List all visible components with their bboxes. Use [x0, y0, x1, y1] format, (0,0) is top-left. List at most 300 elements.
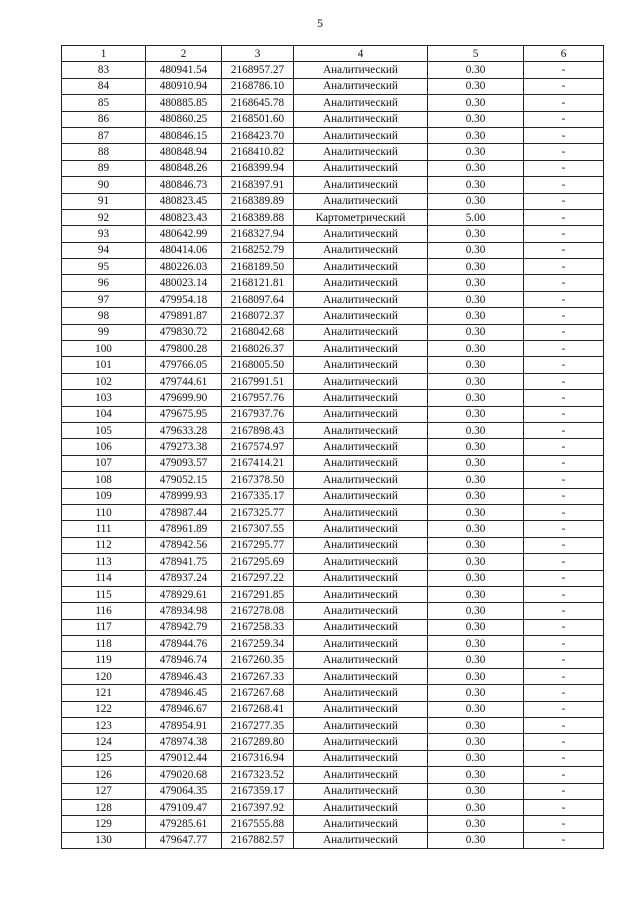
point-number-cell: 129 [62, 816, 146, 832]
note-cell: - [524, 472, 604, 488]
table-row [62, 390, 604, 406]
accuracy-cell: 5.00 [428, 209, 524, 225]
table-row [62, 537, 604, 553]
y-coordinate-cell: 2167937.76 [222, 406, 294, 422]
accuracy-cell: 0.30 [428, 472, 524, 488]
note-cell: - [524, 308, 604, 324]
point-number-cell: 104 [62, 406, 146, 422]
y-coordinate-cell: 2168005.50 [222, 357, 294, 373]
method-cell: Аналитический [294, 127, 428, 143]
x-coordinate-cell: 478942.79 [146, 619, 222, 635]
method-cell: Картометрический [294, 209, 428, 225]
accuracy-cell: 0.30 [428, 783, 524, 799]
table-row [62, 554, 604, 570]
note-cell: - [524, 586, 604, 602]
coordinates-table [61, 45, 604, 849]
x-coordinate-cell: 480860.25 [146, 111, 222, 127]
point-number-cell: 94 [62, 242, 146, 258]
method-cell: Аналитический [294, 308, 428, 324]
accuracy-cell: 0.30 [428, 537, 524, 553]
point-number-cell: 88 [62, 144, 146, 160]
method-cell: Аналитический [294, 783, 428, 799]
y-coordinate-cell: 2167378.50 [222, 472, 294, 488]
x-coordinate-cell: 479675.95 [146, 406, 222, 422]
accuracy-cell: 0.30 [428, 439, 524, 455]
method-cell: Аналитический [294, 455, 428, 471]
point-number-cell: 130 [62, 832, 146, 848]
point-number-cell: 120 [62, 668, 146, 684]
accuracy-cell: 0.30 [428, 603, 524, 619]
table-row [62, 603, 604, 619]
y-coordinate-cell: 2168189.50 [222, 259, 294, 275]
note-cell: - [524, 406, 604, 422]
note-cell: - [524, 652, 604, 668]
table-row [62, 652, 604, 668]
point-number-cell: 125 [62, 750, 146, 766]
accuracy-cell: 0.30 [428, 619, 524, 635]
column-header: 4 [294, 46, 428, 62]
table-row [62, 127, 604, 143]
method-cell: Аналитический [294, 144, 428, 160]
point-number-cell: 84 [62, 78, 146, 94]
point-number-cell: 98 [62, 308, 146, 324]
table-row [62, 455, 604, 471]
point-number-cell: 85 [62, 95, 146, 111]
x-coordinate-cell: 478944.76 [146, 636, 222, 652]
accuracy-cell: 0.30 [428, 177, 524, 193]
method-cell: Аналитический [294, 816, 428, 832]
y-coordinate-cell: 2167258.33 [222, 619, 294, 635]
table-row [62, 193, 604, 209]
y-coordinate-cell: 2168423.70 [222, 127, 294, 143]
table-row [62, 488, 604, 504]
method-cell: Аналитический [294, 62, 428, 78]
method-cell: Аналитический [294, 832, 428, 848]
point-number-cell: 93 [62, 226, 146, 242]
note-cell: - [524, 95, 604, 111]
y-coordinate-cell: 2167307.55 [222, 521, 294, 537]
accuracy-cell: 0.30 [428, 652, 524, 668]
table-row [62, 767, 604, 783]
note-cell: - [524, 62, 604, 78]
x-coordinate-cell: 480414.06 [146, 242, 222, 258]
x-coordinate-cell: 479699.90 [146, 390, 222, 406]
point-number-cell: 95 [62, 259, 146, 275]
accuracy-cell: 0.30 [428, 504, 524, 520]
point-number-cell: 97 [62, 291, 146, 307]
accuracy-cell: 0.30 [428, 193, 524, 209]
accuracy-cell: 0.30 [428, 521, 524, 537]
table-row [62, 341, 604, 357]
accuracy-cell: 0.30 [428, 291, 524, 307]
table-row [62, 750, 604, 766]
note-cell: - [524, 127, 604, 143]
header-row [62, 46, 604, 62]
point-number-cell: 92 [62, 209, 146, 225]
y-coordinate-cell: 2167291.85 [222, 586, 294, 602]
y-coordinate-cell: 2167295.69 [222, 554, 294, 570]
y-coordinate-cell: 2167414.21 [222, 455, 294, 471]
x-coordinate-cell: 478942.56 [146, 537, 222, 553]
note-cell: - [524, 111, 604, 127]
method-cell: Аналитический [294, 95, 428, 111]
y-coordinate-cell: 2167267.33 [222, 668, 294, 684]
method-cell: Аналитический [294, 78, 428, 94]
table-row [62, 521, 604, 537]
y-coordinate-cell: 2168389.89 [222, 193, 294, 209]
x-coordinate-cell: 478946.67 [146, 701, 222, 717]
y-coordinate-cell: 2167957.76 [222, 390, 294, 406]
table-row [62, 586, 604, 602]
point-number-cell: 124 [62, 734, 146, 750]
accuracy-cell: 0.30 [428, 734, 524, 750]
accuracy-cell: 0.30 [428, 718, 524, 734]
y-coordinate-cell: 2168786.10 [222, 78, 294, 94]
accuracy-cell: 0.30 [428, 259, 524, 275]
note-cell: - [524, 619, 604, 635]
method-cell: Аналитический [294, 472, 428, 488]
point-number-cell: 123 [62, 718, 146, 734]
x-coordinate-cell: 479954.18 [146, 291, 222, 307]
table-row [62, 406, 604, 422]
x-coordinate-cell: 479800.28 [146, 341, 222, 357]
method-cell: Аналитический [294, 160, 428, 176]
point-number-cell: 109 [62, 488, 146, 504]
x-coordinate-cell: 480848.94 [146, 144, 222, 160]
x-coordinate-cell: 480226.03 [146, 259, 222, 275]
y-coordinate-cell: 2167295.77 [222, 537, 294, 553]
point-number-cell: 101 [62, 357, 146, 373]
x-coordinate-cell: 479093.57 [146, 455, 222, 471]
point-number-cell: 110 [62, 504, 146, 520]
accuracy-cell: 0.30 [428, 308, 524, 324]
table-row [62, 619, 604, 635]
method-cell: Аналитический [294, 652, 428, 668]
method-cell: Аналитический [294, 324, 428, 340]
x-coordinate-cell: 480823.45 [146, 193, 222, 209]
y-coordinate-cell: 2168957.27 [222, 62, 294, 78]
table-row [62, 308, 604, 324]
point-number-cell: 83 [62, 62, 146, 78]
accuracy-cell: 0.30 [428, 455, 524, 471]
note-cell: - [524, 734, 604, 750]
note-cell: - [524, 603, 604, 619]
note-cell: - [524, 422, 604, 438]
table-row [62, 816, 604, 832]
method-cell: Аналитический [294, 504, 428, 520]
table-row [62, 373, 604, 389]
method-cell: Аналитический [294, 619, 428, 635]
note-cell: - [524, 816, 604, 832]
method-cell: Аналитический [294, 111, 428, 127]
x-coordinate-cell: 480846.73 [146, 177, 222, 193]
x-coordinate-cell: 478999.93 [146, 488, 222, 504]
note-cell: - [524, 554, 604, 570]
table-row [62, 209, 604, 225]
point-number-cell: 96 [62, 275, 146, 291]
point-number-cell: 126 [62, 767, 146, 783]
x-coordinate-cell: 479273.38 [146, 439, 222, 455]
x-coordinate-cell: 479012.44 [146, 750, 222, 766]
note-cell: - [524, 357, 604, 373]
table-row [62, 734, 604, 750]
point-number-cell: 107 [62, 455, 146, 471]
note-cell: - [524, 209, 604, 225]
y-coordinate-cell: 2167323.52 [222, 767, 294, 783]
x-coordinate-cell: 478929.61 [146, 586, 222, 602]
note-cell: - [524, 291, 604, 307]
accuracy-cell: 0.30 [428, 422, 524, 438]
table-row [62, 324, 604, 340]
method-cell: Аналитический [294, 259, 428, 275]
x-coordinate-cell: 478941.75 [146, 554, 222, 570]
point-number-cell: 99 [62, 324, 146, 340]
y-coordinate-cell: 2167289.80 [222, 734, 294, 750]
accuracy-cell: 0.30 [428, 685, 524, 701]
x-coordinate-cell: 479052.15 [146, 472, 222, 488]
point-number-cell: 116 [62, 603, 146, 619]
table-row [62, 668, 604, 684]
method-cell: Аналитический [294, 226, 428, 242]
y-coordinate-cell: 2168097.64 [222, 291, 294, 307]
accuracy-cell: 0.30 [428, 127, 524, 143]
accuracy-cell: 0.30 [428, 95, 524, 111]
column-header: 1 [62, 46, 146, 62]
table-row [62, 718, 604, 734]
y-coordinate-cell: 2168410.82 [222, 144, 294, 160]
method-cell: Аналитический [294, 406, 428, 422]
point-number-cell: 115 [62, 586, 146, 602]
x-coordinate-cell: 480023.14 [146, 275, 222, 291]
x-coordinate-cell: 479744.61 [146, 373, 222, 389]
accuracy-cell: 0.30 [428, 275, 524, 291]
note-cell: - [524, 78, 604, 94]
method-cell: Аналитический [294, 685, 428, 701]
x-coordinate-cell: 479109.47 [146, 799, 222, 815]
point-number-cell: 100 [62, 341, 146, 357]
note-cell: - [524, 668, 604, 684]
x-coordinate-cell: 478946.45 [146, 685, 222, 701]
y-coordinate-cell: 2168252.79 [222, 242, 294, 258]
note-cell: - [524, 783, 604, 799]
y-coordinate-cell: 2167397.92 [222, 799, 294, 815]
table-row [62, 95, 604, 111]
method-cell: Аналитический [294, 718, 428, 734]
table-row [62, 111, 604, 127]
point-number-cell: 112 [62, 537, 146, 553]
accuracy-cell: 0.30 [428, 767, 524, 783]
y-coordinate-cell: 2167325.77 [222, 504, 294, 520]
x-coordinate-cell: 478934.98 [146, 603, 222, 619]
y-coordinate-cell: 2167882.57 [222, 832, 294, 848]
y-coordinate-cell: 2167574.97 [222, 439, 294, 455]
table-row [62, 799, 604, 815]
method-cell: Аналитический [294, 570, 428, 586]
note-cell: - [524, 521, 604, 537]
method-cell: Аналитический [294, 373, 428, 389]
accuracy-cell: 0.30 [428, 750, 524, 766]
column-header: 2 [146, 46, 222, 62]
x-coordinate-cell: 478961.89 [146, 521, 222, 537]
x-coordinate-cell: 479766.05 [146, 357, 222, 373]
accuracy-cell: 0.30 [428, 324, 524, 340]
x-coordinate-cell: 480846.15 [146, 127, 222, 143]
method-cell: Аналитический [294, 275, 428, 291]
note-cell: - [524, 767, 604, 783]
page-number: 5 [317, 16, 323, 30]
x-coordinate-cell: 479285.61 [146, 816, 222, 832]
table-row [62, 439, 604, 455]
point-number-cell: 108 [62, 472, 146, 488]
column-header: 6 [524, 46, 604, 62]
method-cell: Аналитический [294, 488, 428, 504]
method-cell: Аналитический [294, 521, 428, 537]
point-number-cell: 128 [62, 799, 146, 815]
method-cell: Аналитический [294, 390, 428, 406]
method-cell: Аналитический [294, 341, 428, 357]
y-coordinate-cell: 2167278.08 [222, 603, 294, 619]
table-row [62, 832, 604, 848]
x-coordinate-cell: 480885.85 [146, 95, 222, 111]
x-coordinate-cell: 479064.35 [146, 783, 222, 799]
point-number-cell: 127 [62, 783, 146, 799]
table-header [62, 46, 604, 62]
column-header: 5 [428, 46, 524, 62]
note-cell: - [524, 799, 604, 815]
table-row [62, 144, 604, 160]
note-cell: - [524, 144, 604, 160]
method-cell: Аналитический [294, 422, 428, 438]
note-cell: - [524, 373, 604, 389]
note-cell: - [524, 160, 604, 176]
note-cell: - [524, 177, 604, 193]
x-coordinate-cell: 478974.38 [146, 734, 222, 750]
table-row [62, 242, 604, 258]
note-cell: - [524, 439, 604, 455]
accuracy-cell: 0.30 [428, 799, 524, 815]
method-cell: Аналитический [294, 799, 428, 815]
accuracy-cell: 0.30 [428, 832, 524, 848]
note-cell: - [524, 537, 604, 553]
method-cell: Аналитический [294, 439, 428, 455]
note-cell: - [524, 832, 604, 848]
y-coordinate-cell: 2168397.91 [222, 177, 294, 193]
point-number-cell: 87 [62, 127, 146, 143]
column-header: 3 [222, 46, 294, 62]
accuracy-cell: 0.30 [428, 341, 524, 357]
note-cell: - [524, 750, 604, 766]
accuracy-cell: 0.30 [428, 357, 524, 373]
note-cell: - [524, 488, 604, 504]
point-number-cell: 111 [62, 521, 146, 537]
point-number-cell: 118 [62, 636, 146, 652]
y-coordinate-cell: 2167898.43 [222, 422, 294, 438]
method-cell: Аналитический [294, 603, 428, 619]
note-cell: - [524, 193, 604, 209]
x-coordinate-cell: 480848.26 [146, 160, 222, 176]
accuracy-cell: 0.30 [428, 78, 524, 94]
accuracy-cell: 0.30 [428, 488, 524, 504]
point-number-cell: 86 [62, 111, 146, 127]
y-coordinate-cell: 2167991.51 [222, 373, 294, 389]
y-coordinate-cell: 2167555.88 [222, 816, 294, 832]
method-cell: Аналитический [294, 537, 428, 553]
point-number-cell: 103 [62, 390, 146, 406]
x-coordinate-cell: 479830.72 [146, 324, 222, 340]
y-coordinate-cell: 2167259.34 [222, 636, 294, 652]
y-coordinate-cell: 2167267.68 [222, 685, 294, 701]
method-cell: Аналитический [294, 636, 428, 652]
accuracy-cell: 0.30 [428, 668, 524, 684]
table-row [62, 357, 604, 373]
y-coordinate-cell: 2168399.94 [222, 160, 294, 176]
table-row [62, 78, 604, 94]
x-coordinate-cell: 480823.43 [146, 209, 222, 225]
x-coordinate-cell: 478946.43 [146, 668, 222, 684]
method-cell: Аналитический [294, 586, 428, 602]
point-number-cell: 122 [62, 701, 146, 717]
table-row [62, 259, 604, 275]
x-coordinate-cell: 478987.44 [146, 504, 222, 520]
note-cell: - [524, 685, 604, 701]
table-row [62, 636, 604, 652]
point-number-cell: 89 [62, 160, 146, 176]
accuracy-cell: 0.30 [428, 226, 524, 242]
x-coordinate-cell: 479633.28 [146, 422, 222, 438]
table-row [62, 62, 604, 78]
accuracy-cell: 0.30 [428, 242, 524, 258]
y-coordinate-cell: 2167335.17 [222, 488, 294, 504]
table-row [62, 570, 604, 586]
point-number-cell: 106 [62, 439, 146, 455]
table-row [62, 472, 604, 488]
accuracy-cell: 0.30 [428, 636, 524, 652]
note-cell: - [524, 504, 604, 520]
accuracy-cell: 0.30 [428, 570, 524, 586]
point-number-cell: 113 [62, 554, 146, 570]
y-coordinate-cell: 2167268.41 [222, 701, 294, 717]
accuracy-cell: 0.30 [428, 111, 524, 127]
y-coordinate-cell: 2168026.37 [222, 341, 294, 357]
table-row [62, 783, 604, 799]
accuracy-cell: 0.30 [428, 816, 524, 832]
note-cell: - [524, 242, 604, 258]
note-cell: - [524, 718, 604, 734]
note-cell: - [524, 259, 604, 275]
note-cell: - [524, 275, 604, 291]
x-coordinate-cell: 480642.99 [146, 226, 222, 242]
method-cell: Аналитический [294, 242, 428, 258]
note-cell: - [524, 341, 604, 357]
accuracy-cell: 0.30 [428, 554, 524, 570]
table-row [62, 701, 604, 717]
table-row [62, 422, 604, 438]
note-cell: - [524, 701, 604, 717]
accuracy-cell: 0.30 [428, 373, 524, 389]
accuracy-cell: 0.30 [428, 406, 524, 422]
y-coordinate-cell: 2167359.17 [222, 783, 294, 799]
note-cell: - [524, 455, 604, 471]
table-row [62, 504, 604, 520]
method-cell: Аналитический [294, 554, 428, 570]
table-body [62, 62, 604, 849]
point-number-cell: 121 [62, 685, 146, 701]
y-coordinate-cell: 2167316.94 [222, 750, 294, 766]
y-coordinate-cell: 2168501.60 [222, 111, 294, 127]
note-cell: - [524, 570, 604, 586]
y-coordinate-cell: 2167260.35 [222, 652, 294, 668]
note-cell: - [524, 390, 604, 406]
